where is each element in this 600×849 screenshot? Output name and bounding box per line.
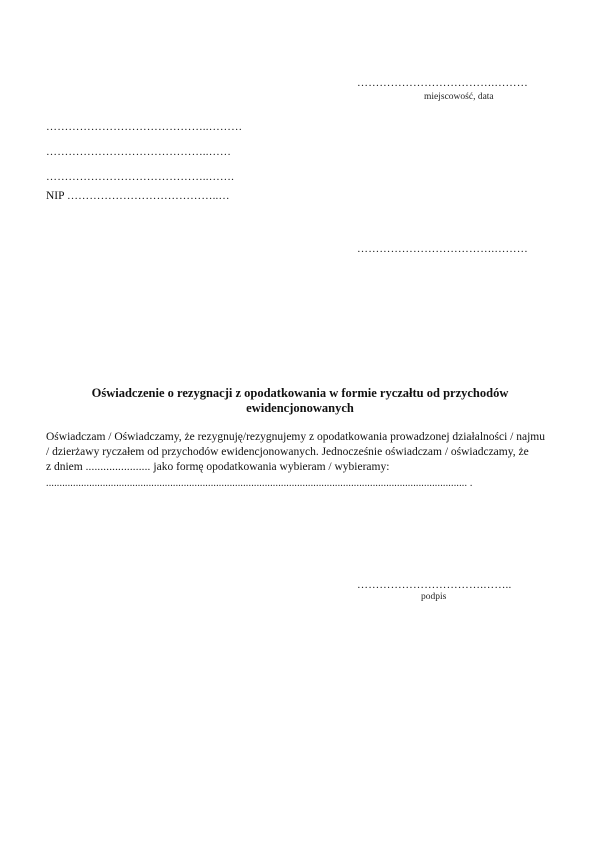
body-line-2: / dzierżawy ryczałem od przychodów ewidencjonowanych. Jednocześnie oświadczam / oświadczamy, że [46,446,529,458]
title-line-2: ewidencjonowanych [246,401,354,415]
date-prefix: z dniem [46,461,83,473]
signature-line[interactable]: …………………………….…….. [357,579,512,591]
sender-line-2[interactable]: ……………………………………..…… [46,146,232,158]
body-line-3 [46,460,546,475]
recipient-line[interactable]: ……………………………….……… [357,243,528,255]
signature-label: podpis [421,592,447,602]
nip-label: NIP [46,190,65,202]
sender-line-3[interactable]: ……………………………………..……. [46,171,235,183]
body-line-1: Oświadczam / Oświadczamy, że rezygnuję/rezygnujemy z opodatkowania prowadzonej działalności / najmu [46,431,545,443]
place-date-line[interactable]: ……………………………….……… [357,77,528,89]
tax-form-fill-line[interactable]: ............................................................................................................................................................ . [46,478,473,489]
nip-line[interactable]: …………………………………..… [66,190,230,202]
declaration-body [46,430,546,475]
title-line-1: Oświadczenie o rezygnacji z opodatkowania w formie ryczałtu od przychodów [91,386,509,400]
document-title [60,386,540,416]
date-suffix: jako formę opodatkowania wybieram / wybieramy: [153,461,390,473]
nip-row [46,190,230,202]
date-blank[interactable]: ...................... [85,461,151,473]
sender-line-1[interactable]: ……………………………………..……… [46,121,243,133]
place-date-label: miejscowość, data [424,92,494,102]
